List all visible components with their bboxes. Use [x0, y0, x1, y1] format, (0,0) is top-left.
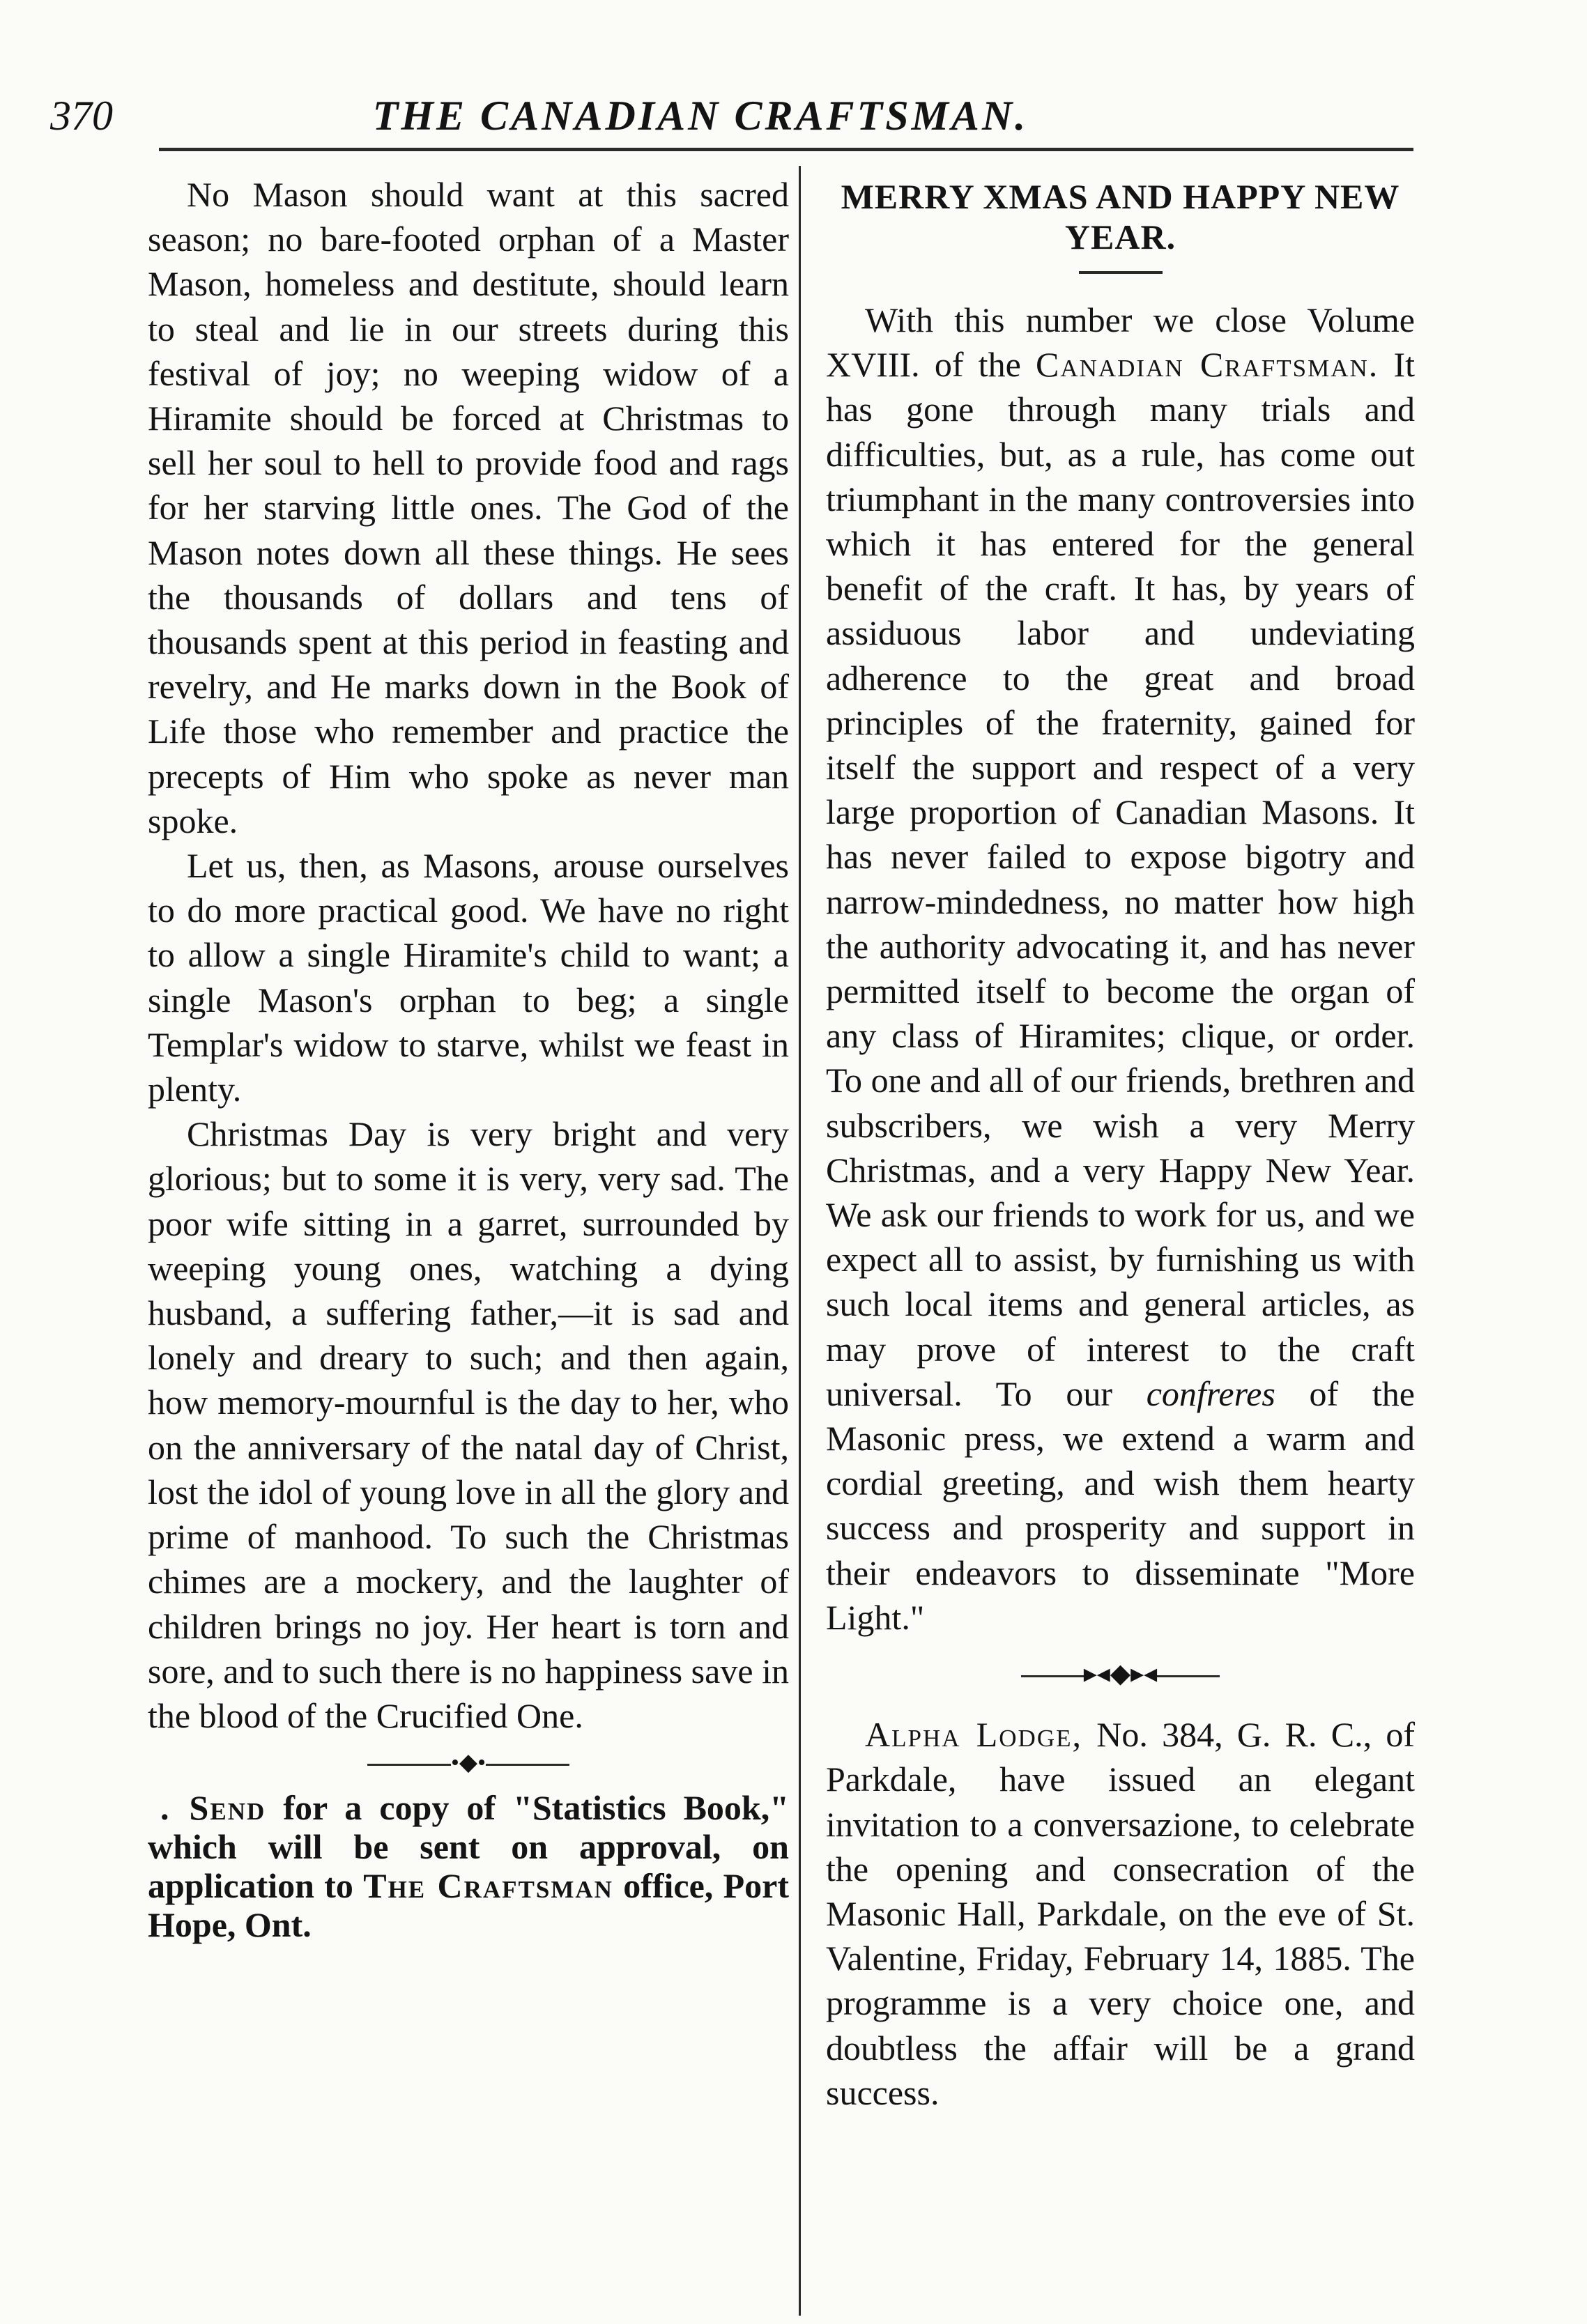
paragraph-let-us: Let us, then, as Masons, arouse ourselves to do more practical good. We have no right to allow a single Hiramite's child to want; a single Mason's orphan to beg; a single Templar's widow to starve, whilst we feast in plenty.: [148, 846, 789, 1109]
headline-rule: [1079, 271, 1163, 274]
paragraph-christmas-day: Christmas Day is very bright and very glorious; but to some it is very, very sad. The poor wife sitting in a garret, surrounded by weeping young ones, watching a dying husband, a suffering father,—it is sad and lonely and dreary to such; and then again, how memory-mournful is the day to her, who on the anniversary of the natal day of Christ, lost the idol of young love in all the glory and prime of manhood. To such the Christmas chimes are a mockery, and the laughter of children brings no joy. Her heart is torn and sore, and to such there is no happiness save in the blood of the Crucified One.: [148, 1114, 789, 1735]
paragraph-alpha-lodge: Alpha Lodge, No. 384, G. R. C., of Parkdale, have issued an elegant invitation to a conversazione, to celebrate the opening and consecration of the Masonic Hall, Parkdale, on the eve of St. Valentine, Friday, February 14, 1885. The programme is a very choice one, and doubtless the affair will be a grand success.: [826, 1715, 1415, 2112]
right-column: [826, 172, 1415, 2115]
confreres-italic: confreres: [1146, 1373, 1275, 1413]
paragraph-no-mason: No Mason should want at this sacred season; no bare-footed orphan of a Master Mason, homeless and destitute, should learn to steal and lie in our streets during this festival of joy; no weeping widow of a Hiramite should be forced at Christmas to sell her soul to hell to provide food and rags for her starving little ones. The God of the Mason notes down all these things. He sees the thousands of dollars and tens of thousands spent at this period in feasting and revelry, and He marks down in the Book of Life those who remember and practice the precepts of Him who spoke as never man spoke.: [148, 175, 789, 840]
section-ornament: •◆•: [148, 1748, 789, 1778]
column-divider: [799, 166, 801, 2316]
page-header: [0, 92, 1587, 155]
publication-name: Canadian Craftsman.: [1035, 345, 1379, 385]
headline-line-2: YEAR.: [1064, 217, 1176, 256]
headline-line-1: MERRY XMAS AND HAPPY NEW: [841, 177, 1400, 216]
running-title: THE CANADIAN CRAFTSMAN.: [372, 93, 1029, 139]
notice-text-b: office, Port Hope, Ont.: [148, 1866, 789, 1945]
notice-lead: . Send: [160, 1788, 266, 1828]
notice-craftsman: The Craftsman: [363, 1866, 613, 1906]
left-column: [148, 172, 789, 1944]
page-number: 370: [50, 93, 113, 139]
alpha-lodge-lead: Alpha Lodge,: [865, 1715, 1082, 1755]
statistics-book-notice: [148, 1788, 789, 1944]
header-rule: [159, 148, 1413, 151]
notice-text-a: for a copy of "Statistics Book," which will be sent on approval, on application to: [148, 1788, 789, 1906]
section-ornament-right: ▸◂◆▸◂: [826, 1656, 1415, 1691]
paragraph-volume-close: With this number we close Volume XVIII. of the Canadian Craftsman. It has gone through many trials and difficulties, but, as a rule, has come out triumphant in the many controversies into which it has entered for the general benefit of the craft. It has, by years of assiduous labor and undeviating adherence to the great and broad principles of the fraternity, gained for itself the support and respect of a very large proportion of Canadian Masons. It has never failed to expose bigotry and narrow-mindedness, no matter how high the authority advocating it, and has never permitted itself to become the organ of any class of Hiramites; clique, or order. To one and all of our friends, brethren and subscribers, we wish a very Merry Christmas, and a very Happy New Year. We ask our friends to work for us, and we expect all to assist, by furnishing us with such local items and general articles, as may prove of interest to the craft universal. To our confreres of the Masonic press, we extend a warm and cordial greeting, and wish them hearty success and prosperity and support in their endeavors to disseminate "More Light.": [826, 300, 1416, 1637]
article-headline: [826, 176, 1415, 257]
